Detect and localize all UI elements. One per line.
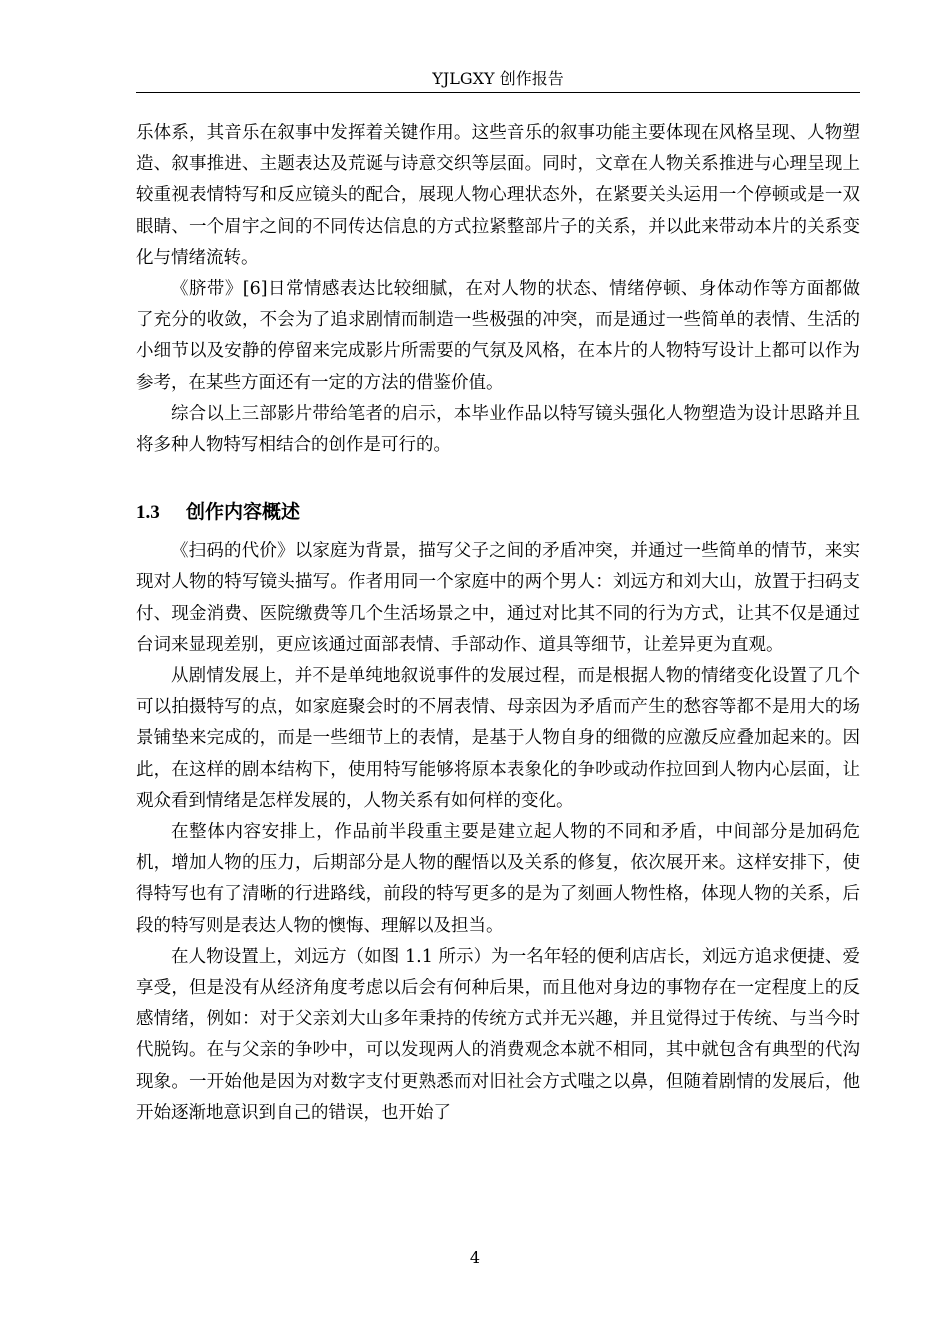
paragraph: 从剧情发展上，并不是单纯地叙说事件的发展过程，而是根据人物的情绪变化设置了几个可以拍摄特写的点，如家庭聚会时的不屑表情、母亲因为矛盾而产生的愁容等都不是用大的场景铺垫来完成的，而是一些细节上的表情，是基于人物自身的细微的应激反应叠加起来的。因此，在这样的剧本结构下，使用特写能够将原本表象化的争吵或动作拉回到人物内心层面，让观众看到情绪是怎样发展的，人物关系有如何样的变化。: [136, 666, 860, 811]
running-header: YJLGXY 创作报告: [432, 69, 564, 88]
paragraph: 《脐带》[6]日常情感表达比较细腻，在对人物的状态、情绪停顿、身体动作等方面都做了充分的收敛，不会为了追求剧情而制造一些极强的冲突，而是通过一些简单的表情、生活的小细节以及安静的停留来完成影片所需要的气氛及风格，在本片的人物特写设计上都可以作为参考，在某些方面还有一定的方法的借鉴价值。: [136, 279, 860, 393]
page-number: 4: [469, 1248, 481, 1267]
body-text: [136, 118, 860, 1129]
section-title: 创作内容概述: [186, 501, 301, 524]
section-heading: [136, 497, 860, 528]
paragraph: 在人物设置上，刘远方（如图 1.1 所示）为一名年轻的便利店店长，刘远方追求便捷、爱享受，但是没有从经济角度考虑以后会有何种后果，而且他对身边的事物存在一定程度上的反感情绪，例如：对于父亲刘大山多年秉持的传统方式并无兴趣，并且觉得过于传统、与当今时代脱钩。在与父亲的争吵中，可以发现两人的消费观念本就不相同，其中就包含有典型的代沟现象。一开始他是因为对数字支付更熟悉而对旧社会方式嗤之以鼻，但随着剧情的发展后，他开始逐渐地意识到自己的错误，也开始了: [136, 946, 860, 1123]
paragraph: 《扫码的代价》以家庭为背景，描写父子之间的矛盾冲突，并通过一些简单的情节，来实现对人物的特写镜头描写。作者用同一个家庭中的两个男人：刘远方和刘大山，放置于扫码支付、现金消费、医院缴费等几个生活场景之中，通过对比其不同的行为方式，让其不仅是通过台词来显现差别，更应该通过面部表情、手部动作、道具等细节，让差异更为直观。: [136, 541, 860, 655]
paragraph-continued: 乐体系，其音乐在叙事中发挥着关键作用。这些音乐的叙事功能主要体现在风格呈现、人物塑造、叙事推进、主题表达及荒诞与诗意交织等层面。同时，文章在人物关系推进与心理呈现上较重视表情特写和反应镜头的配合，展现人物心理状态外，在紧要关头运用一个停顿或是一双眼睛、一个眉宇之间的不同传达信息的方式拉紧整部片子的关系，并以此来带动本片的关系变化与情绪流转。: [136, 123, 860, 268]
section-number: 1.3: [136, 502, 160, 524]
paragraph: 在整体内容安排上，作品前半段重主要是建立起人物的不同和矛盾，中间部分是加码危机，增加人物的压力，后期部分是人物的醒悟以及关系的修复，依次展开来。这样安排下，使得特写也有了清晰的行进路线，前段的特写更多的是为了刻画人物性格，体现人物的关系，后段的特写则是表达人物的懊悔、理解以及担当。: [136, 822, 860, 936]
header-rule: [136, 92, 860, 93]
paragraph: 综合以上三部影片带给笔者的启示，本毕业作品以特写镜头强化人物塑造为设计思路并且将多种人物特写相结合的创作是可行的。: [136, 403, 860, 456]
